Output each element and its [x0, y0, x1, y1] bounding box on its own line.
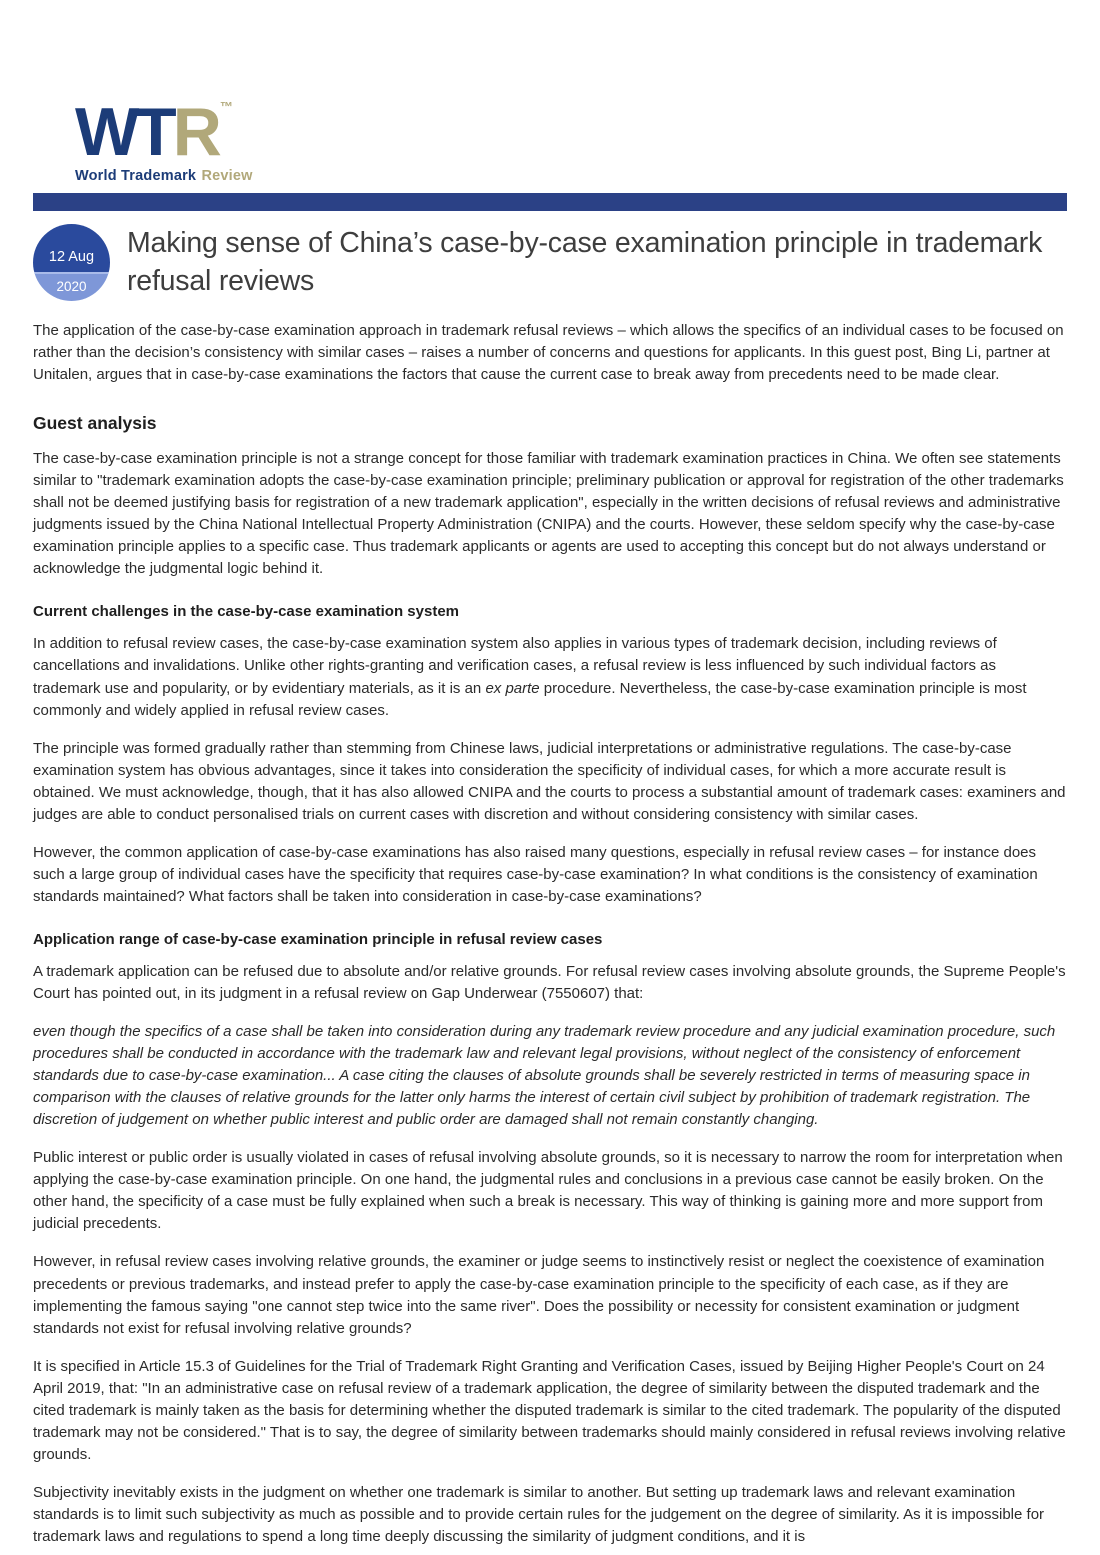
date-badge-year: 2020: [33, 272, 110, 301]
section-heading-current-challenges: Current challenges in the case-by-case examination system: [33, 603, 459, 621]
section-heading-guest-analysis: Guest analysis: [33, 413, 157, 434]
date-badge: [33, 224, 110, 301]
paragraph-segment: In addition to refusal review cases, the case-by-case examination system also applies in various types of trademark decision, including reviews of cancellations and invalidations. Unlike other rights-granting and verification cases, a refusal review is less influenced by such individual factors as trademark use and popularity, or by evidentiary materials, as it is an: [33, 635, 997, 697]
paragraph-subjectivity: Subjectivity inevitably exists in the judgment on whether one trademark is similar to another. But setting up trademark laws and relevant examination standards is to limit such subjectivity as much as possible and to provide certain rules for the judgement on the degree of similarity. As it is impossible for trademark laws and regulations to spend a long time deeply discussing the similarity of judgment conditions, and it is: [33, 1483, 1045, 1545]
wtr-logo-letters: [75, 94, 233, 170]
wtr-logo: [75, 94, 1067, 184]
page-title: Making sense of China’s case-by-case examination principle in trademark refusal reviews: [127, 227, 1043, 297]
masthead: [33, 0, 1067, 184]
trademark-symbol-icon: ™: [219, 99, 233, 114]
paragraph-article-15-3: It is specified in Article 15.3 of Guidelines for the Trial of Trademark Right Granting and Verification Cases, issued by Beijing Higher People's Court on 24 April 2019, that: "In an administrative case on refusal review of a trademark application, the degree of similarity between the disputed trademark and the cited trademark is mainly taken as the basis for determining whether the disputed trademark is similar to the cited trademark. The popularity of the disputed trademark may not be considered." That is to say, the degree of similarity between trademarks should mainly considered in refusal reviews involving relative grounds.: [33, 1357, 1066, 1463]
header-divider-bar: [33, 193, 1067, 211]
block-quote-court-judgment: even though the specifics of a case shall be taken into consideration during any trademark review procedure and any judicial examination procedure, such procedures shall be conducted in accordance with the trademark law and relevant legal provisions, without neglect of the consistency of enforcement standards due to case-by-case examination... A case citing the clauses of absolute grounds shall be severely restricted in terms of measuring space in comparison with the clauses of relative grounds for the latter only harms the interest of certain civil subject by prohibition of trademark registration. The discretion of judgement on whether public interest and public order are damaged shall not remain constantly changing.: [33, 1023, 1056, 1129]
paragraph-application-types: [33, 633, 1067, 721]
logo-tagline-review: Review: [201, 167, 253, 184]
paragraph-principle-concept: The case-by-case examination principle is not a strange concept for those familiar with trademark examination practices in China. We often see statements similar to "trademark examination adopts the case-by-case examination principle; preliminary publication or approval for registration of the other trademarks shall not be deemed justifying basis for registration of a new trademark application", especially in the written decisions of refusal reviews and administrative judgments issued by the China National Intellectual Property Administration (CNIPA) and the courts. However, these seldom specify why the case-by-case examination principle applies to a specific case. Thus trademark applicants or agents are used to accepting this concept but do not always understand or acknowledge the judgmental logic behind it.: [33, 450, 1064, 578]
paragraph-relative-grounds: However, in refusal review cases involving relative grounds, the examiner or judge seems to instinctively resist or neglect the coexistence of examination precedents or previous trademarks, and instead prefer to apply the case-by-case examination principle to the specificity of each case, as if they are implementing the famous saying "one cannot step twice into the same river". Does the possibility or necessity for consistent examination or judgment standards not exist for refusal involving relative grounds?: [33, 1253, 1045, 1337]
article-body: [33, 320, 1067, 1548]
date-badge-day-month: 12 Aug: [33, 224, 110, 272]
intro-paragraph: The application of the case-by-case examination approach in trademark refusal reviews – which allows the specifics of an individual cases to be focused on rather than the decision’s consistency with similar cases – raises a number of concerns and questions for applicants. In this guest post, Bing Li, partner at Unitalen, argues that in case-by-case examinations the factors that cause the current case to break away from precedents need to be made clear.: [33, 322, 1064, 384]
logo-tagline: [75, 168, 1067, 184]
paragraph-questions-raised: However, the common application of case-by-case examinations has also raised many questions, especially in refusal review cases – for instance does such a large group of individual cases have the specificity that requires case-by-case examination? In what conditions is the consistency of examination standards maintained? What factors shall be taken into consideration in case-by-case examinations?: [33, 843, 1038, 905]
paragraph-public-interest: Public interest or public order is usually violated in cases of refusal involving absolute grounds, so it is necessary to narrow the room for interpretation when applying the case-by-case examination principle. On one hand, the judgmental rules and conclusions in a previous case cannot be easily broken. On the other hand, the specificity of a case must be fully explained when such a break is necessary. This way of thinking is gaining more and more support from judicial precedents.: [33, 1149, 1063, 1233]
logo-letter-r: R: [172, 94, 218, 170]
logo-tagline-world-trademark: World Trademark: [75, 167, 197, 184]
paragraph-refusal-grounds: A trademark application can be refused due to absolute and/or relative grounds. For refusal review cases involving absolute grounds, the Supreme People's Court has pointed out, in its judgment in a refusal review on Gap Underwear (7550607) that:: [33, 962, 1066, 1002]
logo-letters-wt: WT: [75, 94, 173, 170]
paragraph-segment-italic: ex parte: [485, 679, 540, 697]
article-header: [33, 224, 1067, 301]
paragraph-segment: procedure. Nevertheless, the case-by-case examination principle is most commonly and widely applied in refusal review cases.: [33, 679, 1027, 719]
section-heading-application-range: Application range of case-by-case examination principle in refusal review cases: [33, 930, 603, 948]
paragraph-principle-formed: The principle was formed gradually rather than stemming from Chinese laws, judicial interpretations or administrative regulations. The case-by-case examination system has obvious advantages, since it takes into consideration the specificity of individual cases, for which a more accurate result is obtained. We must acknowledge, though, that it has also allowed CNIPA and the courts to process a substantial amount of trademark cases: examiners and judges are able to conduct personalised trials on current cases with discretion and without considering consistency with similar cases.: [33, 739, 1066, 823]
